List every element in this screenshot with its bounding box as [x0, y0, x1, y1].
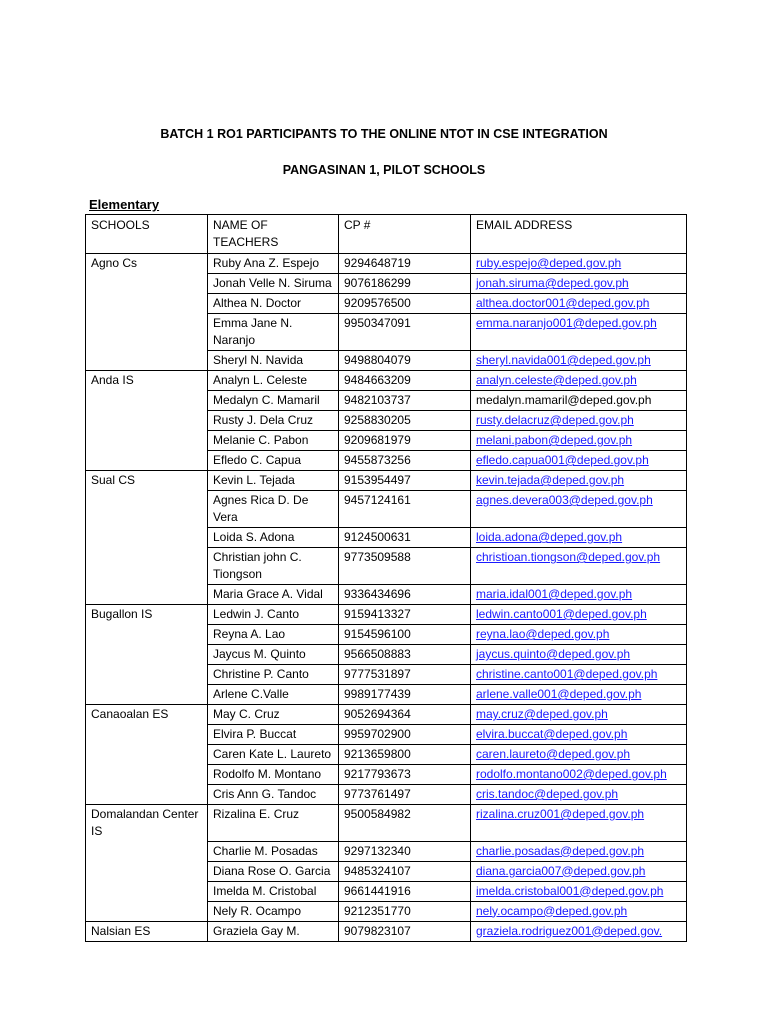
cp-number-cell: 9159413327 [339, 605, 471, 625]
cp-number-cell: 9213659800 [339, 745, 471, 765]
email-link[interactable]: melani.pabon@deped.gov.ph [471, 431, 687, 451]
school-cell [86, 665, 208, 685]
header-cp-number: CP # [339, 215, 471, 254]
table-row [86, 921, 687, 941]
school-cell [86, 745, 208, 765]
teacher-name-cell: Graziela Gay M. [208, 921, 339, 941]
school-cell [86, 411, 208, 431]
cp-number-cell: 9154596100 [339, 625, 471, 645]
school-cell [86, 391, 208, 411]
cp-number-cell: 9336434696 [339, 585, 471, 605]
teacher-name-cell: Rusty J. Dela Cruz [208, 411, 339, 431]
teacher-name-cell: Jonah Velle N. Siruma [208, 274, 339, 294]
school-cell: Anda IS [86, 371, 208, 391]
email-link[interactable]: jonah.siruma@deped.gov.ph [471, 274, 687, 294]
table-row [86, 491, 687, 528]
table-row [86, 274, 687, 294]
table-row [86, 351, 687, 371]
email-link[interactable]: agnes.devera003@deped.gov.ph [471, 491, 687, 528]
teacher-name-cell: Maria Grace A. Vidal [208, 585, 339, 605]
email-link[interactable]: jaycus.quinto@deped.gov.ph [471, 645, 687, 665]
cp-number-cell: 9124500631 [339, 528, 471, 548]
email-link[interactable]: analyn.celeste@deped.gov.ph [471, 371, 687, 391]
school-cell [86, 431, 208, 451]
table-row [86, 665, 687, 685]
school-cell [86, 625, 208, 645]
email-link[interactable]: diana.garcia007@deped.gov.ph [471, 861, 687, 881]
school-cell [86, 765, 208, 785]
teacher-name-cell: Melanie C. Pabon [208, 431, 339, 451]
section-heading: Elementary [89, 197, 160, 212]
email-link[interactable]: loida.adona@deped.gov.ph [471, 528, 687, 548]
school-cell [86, 528, 208, 548]
teacher-name-cell: Imelda M. Cristobal [208, 881, 339, 901]
table-row [86, 725, 687, 745]
email-link[interactable]: rusty.delacruz@deped.gov.ph [471, 411, 687, 431]
teacher-name-cell: Medalyn C. Mamaril [208, 391, 339, 411]
email-link[interactable]: christine.canto001@deped.gov.ph [471, 665, 687, 685]
cp-number-cell: 9217793673 [339, 765, 471, 785]
table-row [86, 861, 687, 881]
cp-number-cell: 9209681979 [339, 431, 471, 451]
table-row [86, 314, 687, 351]
teacher-name-cell: May C. Cruz [208, 705, 339, 725]
teacher-name-cell: Reyna A. Lao [208, 625, 339, 645]
cp-number-cell: 9959702900 [339, 725, 471, 745]
cp-number-cell: 9661441916 [339, 881, 471, 901]
school-cell [86, 901, 208, 921]
table-row [86, 685, 687, 705]
email-link[interactable]: medalyn.mamaril@deped.gov.ph [471, 391, 687, 411]
table-row [86, 645, 687, 665]
table-row [86, 785, 687, 805]
header-email-address: EMAIL ADDRESS [471, 215, 687, 254]
school-cell [86, 685, 208, 705]
table-row [86, 391, 687, 411]
school-cell [86, 585, 208, 605]
teacher-name-cell: Charlie M. Posadas [208, 841, 339, 861]
teacher-name-cell: Cris Ann G. Tandoc [208, 785, 339, 805]
school-cell [86, 785, 208, 805]
cp-number-cell: 9052694364 [339, 705, 471, 725]
teacher-name-cell: Christine P. Canto [208, 665, 339, 685]
cp-number-cell: 9482103737 [339, 391, 471, 411]
email-link[interactable]: rodolfo.montano002@deped.gov.ph [471, 765, 687, 785]
table-row [86, 254, 687, 274]
email-link[interactable]: efledo.capua001@deped.gov.ph [471, 451, 687, 471]
table-row [86, 901, 687, 921]
email-link[interactable]: caren.laureto@deped.gov.ph [471, 745, 687, 765]
email-link[interactable]: kevin.tejada@deped.gov.ph [471, 471, 687, 491]
table-row [86, 548, 687, 585]
table-row [86, 745, 687, 765]
email-link[interactable]: arlene.valle001@deped.gov.ph [471, 685, 687, 705]
cp-number-cell: 9258830205 [339, 411, 471, 431]
email-link[interactable]: may.cruz@deped.gov.ph [471, 705, 687, 725]
table-row [86, 841, 687, 861]
email-link[interactable]: ruby.espejo@deped.gov.ph [471, 254, 687, 274]
cp-number-cell: 9773761497 [339, 785, 471, 805]
teacher-name-cell: Rizalina E. Cruz [208, 805, 339, 842]
email-link[interactable]: maria.idal001@deped.gov.ph [471, 585, 687, 605]
teacher-name-cell: Diana Rose O. Garcia [208, 861, 339, 881]
table-row [86, 625, 687, 645]
cp-number-cell: 9212351770 [339, 901, 471, 921]
table-body [86, 254, 687, 942]
school-cell: Bugallon IS [86, 605, 208, 625]
email-link[interactable]: nely.ocampo@deped.gov.ph [471, 901, 687, 921]
teacher-name-cell: Caren Kate L. Laureto [208, 745, 339, 765]
teacher-name-cell: Jaycus M. Quinto [208, 645, 339, 665]
teacher-name-cell: Arlene C.Valle [208, 685, 339, 705]
cp-number-cell: 9455873256 [339, 451, 471, 471]
table-row [86, 585, 687, 605]
cp-number-cell: 9209576500 [339, 294, 471, 314]
email-link[interactable]: althea.doctor001@deped.gov.ph [471, 294, 687, 314]
teacher-name-cell: Elvira P. Buccat [208, 725, 339, 745]
table-row [86, 805, 687, 842]
cp-number-cell: 9498804079 [339, 351, 471, 371]
school-cell [86, 725, 208, 745]
email-link[interactable]: cris.tandoc@deped.gov.ph [471, 785, 687, 805]
school-cell [86, 351, 208, 371]
school-cell: Nalsian ES [86, 921, 208, 941]
school-cell: Sual CS [86, 471, 208, 491]
document-title: BATCH 1 RO1 PARTICIPANTS TO THE ONLINE NTOT IN CSE INTEGRATION [160, 127, 608, 141]
teacher-name-cell: Analyn L. Celeste [208, 371, 339, 391]
cp-number-cell: 9484663209 [339, 371, 471, 391]
table-row [86, 881, 687, 901]
school-cell [86, 294, 208, 314]
cp-number-cell: 9294648719 [339, 254, 471, 274]
school-cell [86, 841, 208, 861]
email-link[interactable]: emma.naranjo001@deped.gov.ph [471, 314, 687, 351]
table-row [86, 471, 687, 491]
table-row [86, 451, 687, 471]
teacher-name-cell: Ruby Ana Z. Espejo [208, 254, 339, 274]
cp-number-cell: 9076186299 [339, 274, 471, 294]
school-cell [86, 548, 208, 585]
table-header-row [86, 215, 687, 254]
table-row [86, 431, 687, 451]
cp-number-cell: 9566508883 [339, 645, 471, 665]
table-row [86, 705, 687, 725]
teacher-name-cell: Nely R. Ocampo [208, 901, 339, 921]
document-subtitle: PANGASINAN 1, PILOT SCHOOLS [282, 163, 486, 177]
cp-number-cell: 9153954497 [339, 471, 471, 491]
school-cell [86, 314, 208, 351]
teacher-name-cell: Agnes Rica D. De Vera [208, 491, 339, 528]
school-cell [86, 451, 208, 471]
teacher-name-cell: Rodolfo M. Montano [208, 765, 339, 785]
table-row [86, 605, 687, 625]
teacher-name-cell: Christian john C. Tiongson [208, 548, 339, 585]
school-cell [86, 645, 208, 665]
header-name-of-teachers: NAME OF TEACHERS [208, 215, 339, 254]
school-cell [86, 861, 208, 881]
email-link[interactable]: reyna.lao@deped.gov.ph [471, 625, 687, 645]
school-cell [86, 491, 208, 528]
table-row [86, 411, 687, 431]
teacher-name-cell: Loida S. Adona [208, 528, 339, 548]
cp-number-cell: 9950347091 [339, 314, 471, 351]
cp-number-cell: 9079823107 [339, 921, 471, 941]
cp-number-cell: 9989177439 [339, 685, 471, 705]
table-row [86, 371, 687, 391]
table-row [86, 765, 687, 785]
teacher-name-cell: Sheryl N. Navida [208, 351, 339, 371]
school-cell: Agno Cs [86, 254, 208, 274]
table-row [86, 528, 687, 548]
cp-number-cell: 9297132340 [339, 841, 471, 861]
cp-number-cell: 9500584982 [339, 805, 471, 842]
school-cell: Domalandan Center IS [86, 805, 208, 842]
teacher-name-cell: Emma Jane N. Naranjo [208, 314, 339, 351]
table-row [86, 294, 687, 314]
email-link[interactable]: elvira.buccat@deped.gov.ph [471, 725, 687, 745]
teacher-name-cell: Kevin L. Tejada [208, 471, 339, 491]
teacher-name-cell: Althea N. Doctor [208, 294, 339, 314]
cp-number-cell: 9485324107 [339, 861, 471, 881]
cp-number-cell: 9773509588 [339, 548, 471, 585]
teacher-name-cell: Efledo C. Capua [208, 451, 339, 471]
participants-table [85, 214, 687, 942]
cp-number-cell: 9457124161 [339, 491, 471, 528]
header-schools: SCHOOLS [86, 215, 208, 254]
school-cell [86, 881, 208, 901]
email-link[interactable]: ledwin.canto001@deped.gov.ph [471, 605, 687, 625]
school-cell: Canaoalan ES [86, 705, 208, 725]
cp-number-cell: 9777531897 [339, 665, 471, 685]
email-link[interactable]: sheryl.navida001@deped.gov.ph [471, 351, 687, 371]
email-link[interactable]: imelda.cristobal001@deped.gov.ph [471, 881, 687, 901]
email-link[interactable]: christioan.tiongson@deped.gov.ph [471, 548, 687, 585]
teacher-name-cell: Ledwin J. Canto [208, 605, 339, 625]
email-link[interactable]: graziela.rodriguez001@deped.gov. [471, 921, 687, 941]
email-link[interactable]: rizalina.cruz001@deped.gov.ph [471, 805, 687, 842]
email-link[interactable]: charlie.posadas@deped.gov.ph [471, 841, 687, 861]
school-cell [86, 274, 208, 294]
